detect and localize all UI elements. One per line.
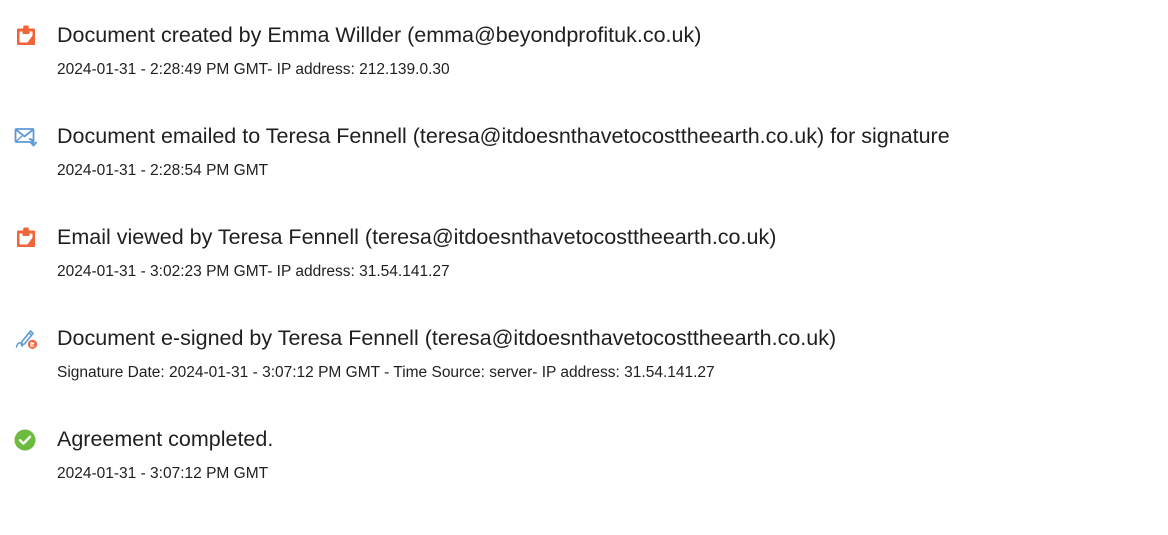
- email-viewed-icon: [14, 225, 38, 249]
- check-circle-icon: [13, 428, 37, 452]
- event-title: Document e-signed by Teresa Fennell (teresa@itdoesnthavetocosttheearth.co.uk): [57, 326, 837, 350]
- event-title: Document emailed to Teresa Fennell (teresa@itdoesnthavetocosttheearth.co.uk) for signature: [57, 124, 950, 148]
- event-timestamp: Signature Date: 2024-01-31 - 3:07:12 PM GMT - Time Source: server- IP address: 31.54.141.27: [57, 364, 715, 381]
- event-title: Document created by Emma Willder (emma@beyondprofituk.co.uk): [57, 23, 702, 47]
- audit-event-document-created: [0, 23, 1168, 103]
- audit-event-document-emailed: [0, 124, 1168, 204]
- audit-event-document-esigned: [0, 326, 1168, 406]
- event-timestamp: 2024-01-31 - 2:28:54 PM GMT: [57, 162, 269, 179]
- audit-event-agreement-completed: [0, 427, 1168, 507]
- event-timestamp: 2024-01-31 - 3:07:12 PM GMT: [57, 465, 269, 482]
- event-title: Agreement completed.: [57, 427, 274, 451]
- audit-event-email-viewed: [0, 225, 1168, 305]
- event-timestamp: 2024-01-31 - 2:28:49 PM GMT- IP address: 212.139.0.30: [57, 61, 450, 78]
- event-title: Email viewed by Teresa Fennell (teresa@itdoesnthavetocosttheearth.co.uk): [57, 225, 777, 249]
- esign-pen-icon: [14, 326, 38, 350]
- event-timestamp: 2024-01-31 - 3:02:23 PM GMT- IP address: 31.54.141.27: [57, 263, 450, 280]
- email-sent-icon: [14, 124, 38, 148]
- document-created-icon: [14, 23, 38, 47]
